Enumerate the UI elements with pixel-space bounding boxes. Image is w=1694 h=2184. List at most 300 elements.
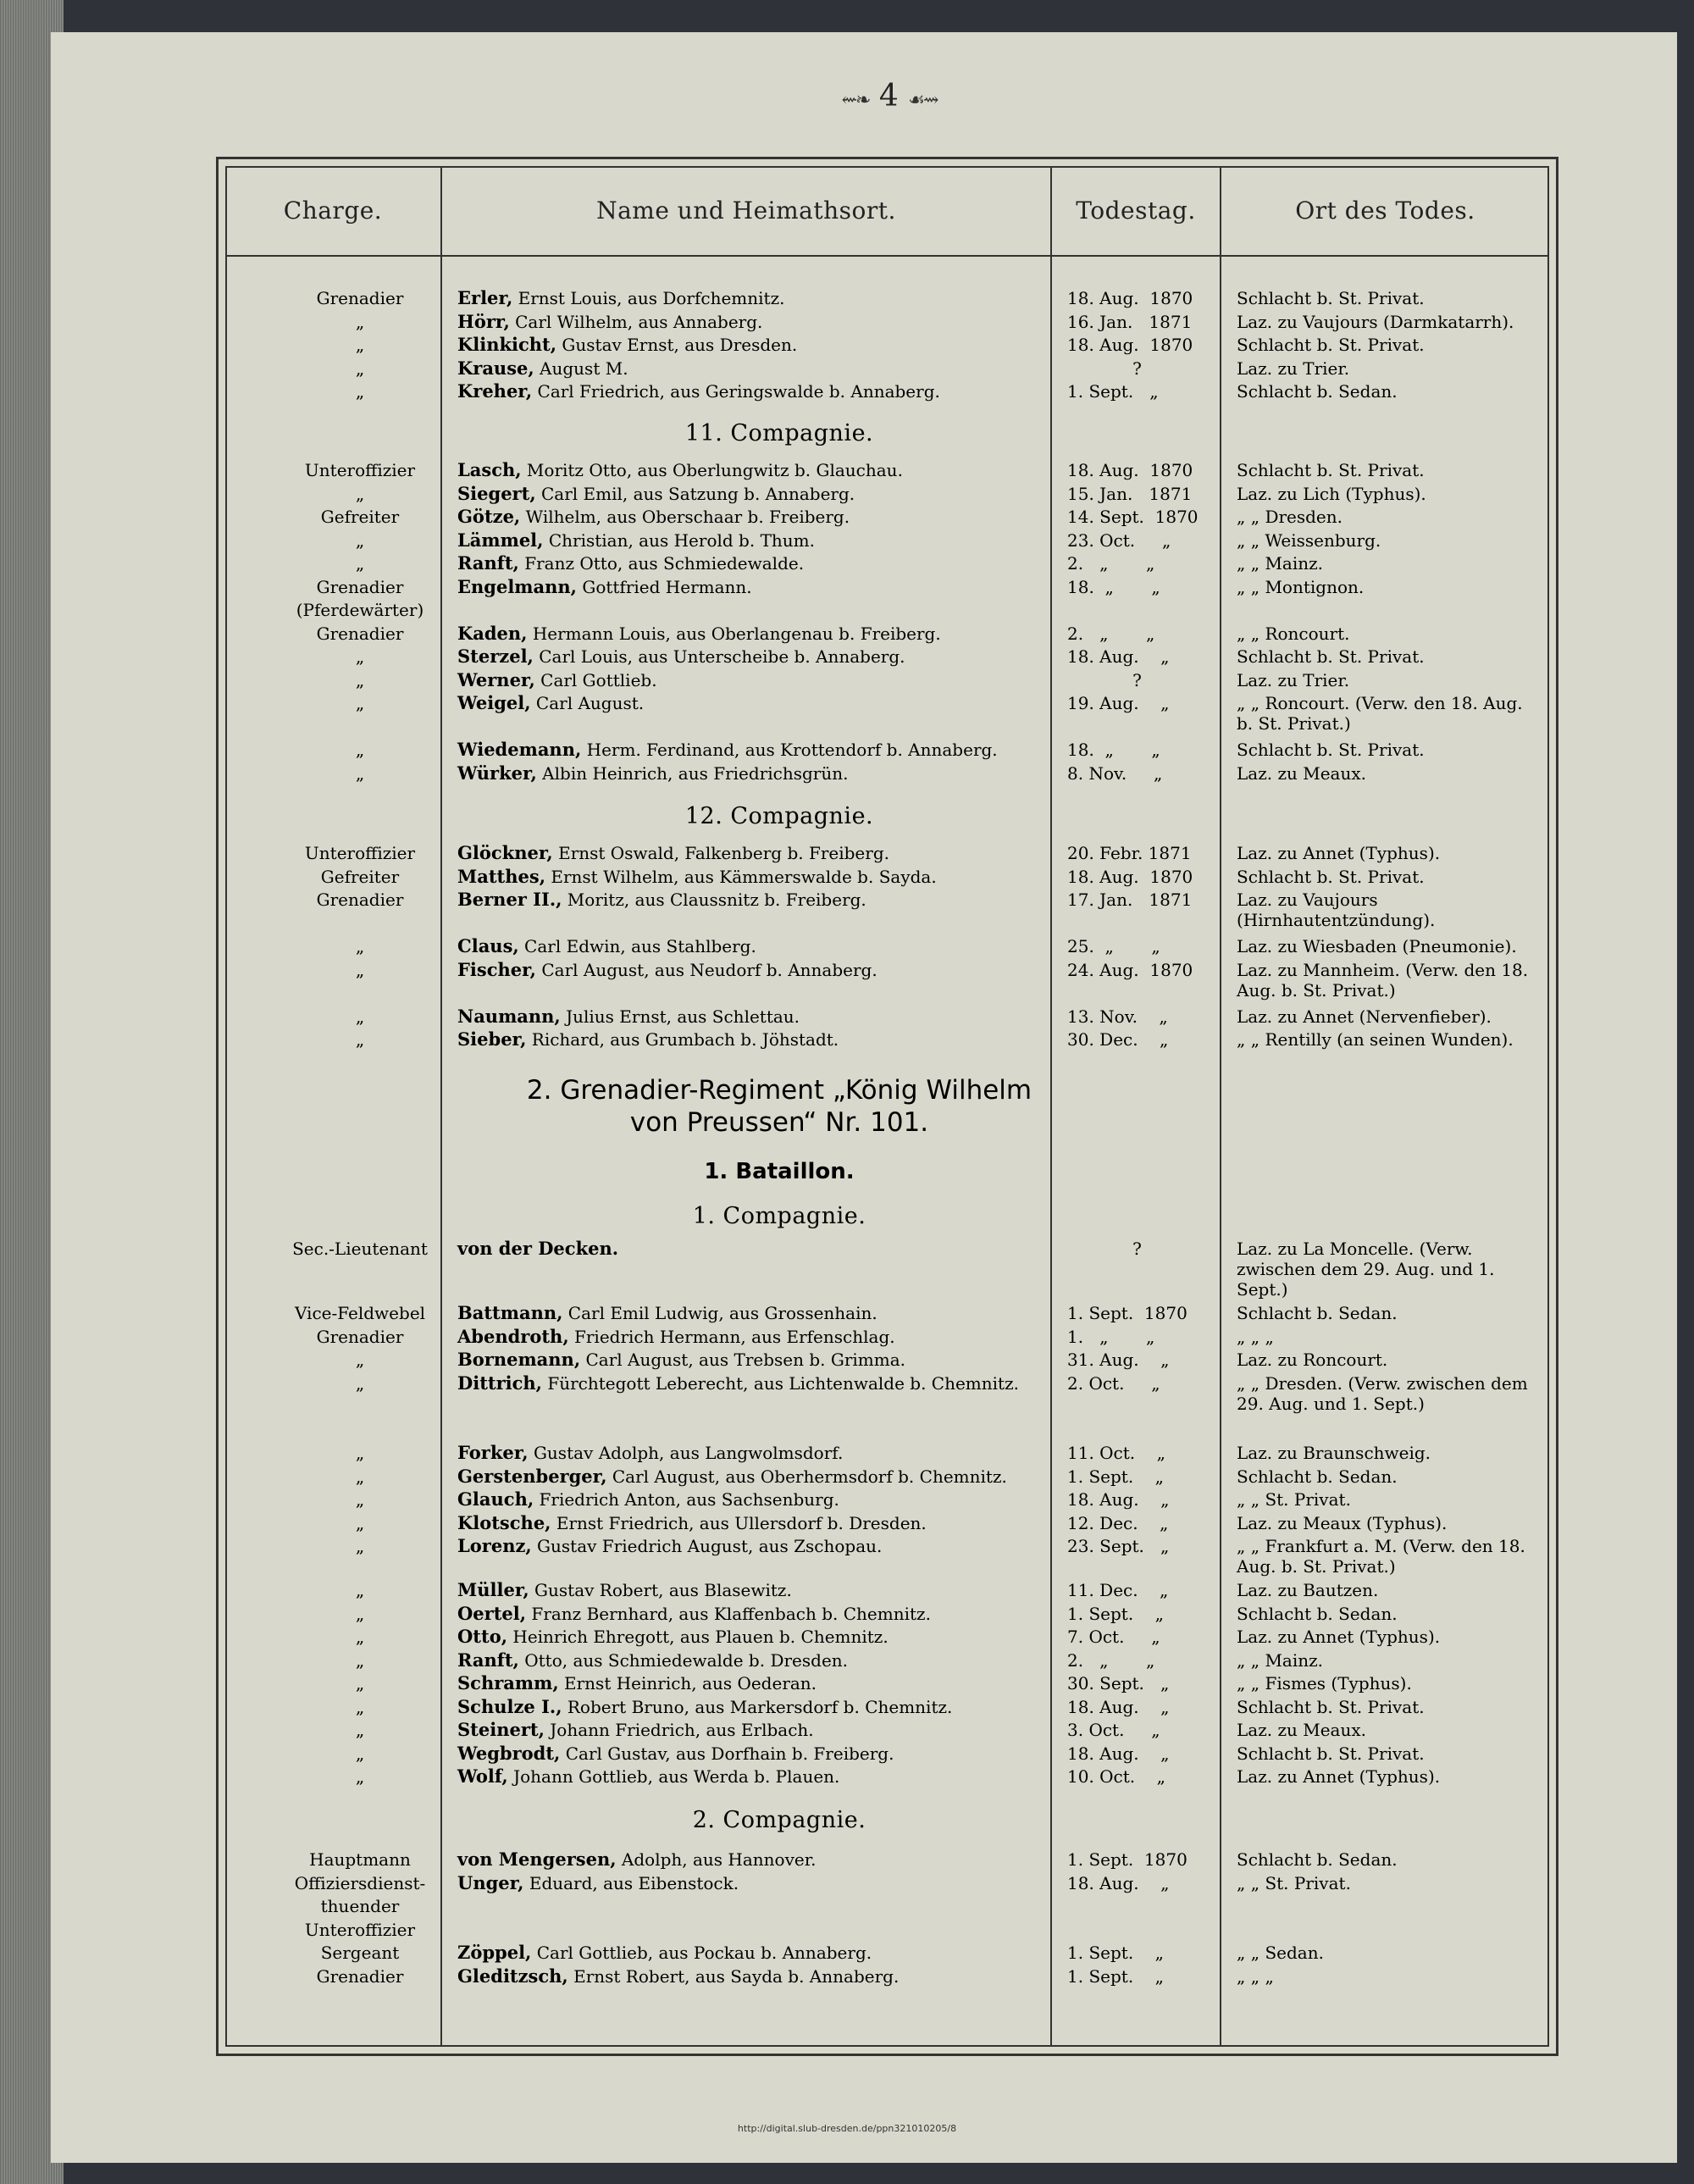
surname: Erler, [457,287,513,308]
date-cell: 1. Sept. „ [1067,1965,1164,1987]
date-cell: 1. Sept. 1870 [1067,1303,1187,1323]
name-cell [457,867,937,887]
place-cell: „ „ Frankfurt a. M. (Verw. den 18. Aug. b. St. Privat.) [1237,1536,1525,1577]
date-cell: 14. Sept. 1870 [1067,507,1199,527]
place-cell: „ „ Weissenburg. [1237,529,1381,551]
date-cell: 10. Oct. „ [1067,1766,1165,1787]
date-cell: 1. Sept. 1870 [1067,1849,1187,1870]
place-cell: „ „ Sedan. [1237,1943,1324,1963]
regiment-heading-line1: 2. Grenadier-Regiment „König Wilhelm [526,1075,1032,1106]
surname: Wolf, [457,1765,508,1787]
name-details: Carl Friedrich, aus Geringswalde b. Annaberg. [532,381,940,402]
name-cell [457,530,815,551]
place-cell: „ „ Rentilly (an seinen Wunden). [1237,1029,1514,1050]
header-name: Name und Heimathsort. [596,197,896,224]
surname: Ranft, [457,552,519,574]
charge-cell: „ [355,959,365,980]
place-cell: Schlacht b. Sedan. [1237,1849,1398,1870]
page-number-value: 4 [878,79,899,114]
charge-cell: „ [355,936,365,956]
name-details: Adolph, aus Hannover. [616,1849,817,1870]
surname: Gleditzsch, [457,1965,568,1987]
charge-cell: „ [355,1603,365,1624]
name-cell [457,1627,889,1647]
name-details: Eduard, aus Eibenstock. [523,1872,739,1893]
name-cell [457,646,905,667]
place-cell: „ „ Montignon. [1237,576,1365,597]
header-separator [225,255,1549,257]
surname: Berner II., [457,889,562,910]
charge-cell: „ [355,358,365,379]
name-details: Carl Gustav, aus Dorfhain b. Freiberg. [560,1743,894,1764]
date-cell: 24. Aug. 1870 [1067,959,1193,980]
place-cell: Laz. zu Lich (Typhus). [1237,483,1426,504]
name-details: Julius Ernst, aus Schlettau. [560,1006,800,1027]
date-cell: 12. Dec. „ [1067,1512,1169,1533]
name-details: Ernst Louis, aus Dorfchemnitz. [512,288,785,308]
place-cell: Schlacht b. St. Privat. [1237,1743,1425,1764]
page-number [813,79,966,114]
name-details: Gustav Robert, aus Blasewitz. [529,1580,792,1600]
charge-cell: „ [355,1766,365,1787]
place-cell: „ „ Roncourt. (Verw. den 18. Aug. b. St. Privat.) [1237,693,1523,734]
name-details: Franz Otto, aus Schmiedewalde. [518,553,805,574]
place-cell: Schlacht b. St. Privat. [1237,460,1425,480]
charge-cell: „ [355,1649,365,1671]
name-cell [457,1697,952,1717]
name-cell [457,763,848,784]
surname: Forker, [457,1442,529,1463]
place-cell: Laz. zu Roncourt. [1237,1350,1388,1370]
place-cell: Laz. zu Annet (Typhus). [1237,1766,1441,1787]
company-heading: 11. Compagnie. [684,420,874,446]
name-cell [457,960,877,980]
company-heading: 2. Compagnie. [692,1807,866,1833]
ornament-right-icon: ☙⇝ [908,90,938,111]
name-cell [457,335,797,355]
date-cell: 18. Aug. „ [1067,1696,1170,1717]
name-details: Carl Gottlieb. [534,669,657,690]
name-cell [457,553,804,574]
name-cell [457,1943,872,1963]
regiment-heading-line2: von Preussen“ Nr. 101. [629,1107,929,1138]
name-cell [457,1720,814,1740]
date-cell: 2. „ „ [1067,553,1155,574]
source-url: http://digital.slub-dresden.de/ppn321010205/8 [737,2123,957,2134]
date-cell: 18. Aug. 1870 [1067,460,1193,480]
name-cell [457,1029,839,1050]
name-details: Johann Friedrich, aus Erlbach. [544,1720,814,1740]
charge-cell: „ [355,1489,365,1510]
name-details: Carl Emil, aus Satzung b. Annaberg. [535,483,855,504]
name-cell [457,381,940,402]
place-cell: Schlacht b. St. Privat. [1237,1696,1425,1717]
charge-cell: Sec.-Lieutenant [292,1239,428,1259]
name-cell [457,312,762,332]
surname: Sieber, [457,1028,527,1050]
name-details: Friedrich Anton, aus Sachsenburg. [534,1489,839,1510]
charge-cell: (Pferdewärter) [296,600,424,620]
name-details: Carl Wilhelm, aus Annaberg. [509,311,763,332]
name-cell [457,1580,792,1600]
place-cell: „ „ St. Privat. [1237,1872,1351,1893]
surname: Battmann, [457,1302,563,1323]
date-cell: ? [1132,1239,1142,1259]
charge-cell: thuender [320,1896,400,1916]
name-details: Carl Louis, aus Unterscheibe b. Annaberg. [533,646,905,667]
name-cell [457,1239,618,1259]
date-cell: 11. Oct. „ [1067,1443,1165,1463]
name-details: Fürchtegott Leberecht, aus Lichtenwalde b. Chemnitz. [542,1372,1019,1394]
place-cell: „ „ „ [1237,1965,1274,1987]
surname: Wiedemann, [457,739,582,760]
name-cell [457,1327,895,1347]
name-details: Johann Gottlieb, aus Werda b. Plauen. [507,1766,840,1787]
surname: Naumann, [457,1005,561,1027]
surname: Weigel, [457,692,531,713]
place-cell: „ „ Mainz. [1237,1649,1324,1671]
name-cell [457,1006,800,1027]
name-details: Richard, aus Grumbach b. Jöhstadt. [526,1029,839,1050]
place-cell: Laz. zu Braunschweig. [1237,1443,1431,1463]
column-divider-date [1220,166,1221,2047]
name-cell [457,507,850,527]
name-cell [457,670,657,690]
surname: Gerstenberger, [457,1465,607,1487]
charge-cell: „ [355,1466,365,1487]
surname: Wegbrodt, [457,1742,561,1764]
place-cell: Schlacht b. Sedan. [1237,381,1398,402]
date-cell: 18. Aug. „ [1067,1743,1170,1764]
surname: Schramm, [457,1672,559,1693]
place-cell: Laz. zu Trier. [1237,669,1350,690]
name-details: Heinrich Ehregott, aus Plauen b. Chemnitz. [507,1627,889,1647]
charge-cell: Grenadier [316,1965,404,1987]
surname: Schulze I., [457,1695,562,1717]
place-cell: Laz. zu Meaux. [1237,1720,1366,1740]
date-cell: 18. Aug. „ [1067,1489,1170,1510]
surname: Kaden, [457,622,528,644]
place-cell: „ „ Roncourt. [1237,623,1350,644]
charge-cell: „ [355,335,365,355]
charge-cell: „ [355,693,365,713]
surname: Lorenz, [457,1535,532,1556]
charge-cell: Grenadier [316,288,404,308]
surname: Lasch, [457,459,522,480]
surname: Klotsche, [457,1511,551,1533]
charge-cell: Unteroffizier [304,843,416,863]
place-cell: Schlacht b. Sedan. [1237,1466,1398,1487]
surname: Glauch, [457,1488,534,1510]
charge-cell: Hauptmann [309,1849,411,1870]
surname: Steinert, [457,1719,545,1740]
place-cell: „ „ Mainz. [1237,553,1324,574]
place-cell: „ „ „ [1237,1326,1274,1347]
name-cell [457,1673,817,1693]
name-details: Carl August, aus Trebsen b. Grimma. [580,1350,906,1370]
date-cell: 1. Sept. „ [1067,1943,1164,1963]
date-cell: 20. Febr. 1871 [1067,843,1192,863]
surname: von der Decken. [457,1238,619,1259]
date-cell: 23. Sept. „ [1067,1536,1170,1556]
charge-cell: „ [355,740,365,760]
charge-cell: Gefreiter [320,866,400,887]
place-cell: Laz. zu Annet (Typhus). [1237,843,1441,863]
name-cell [457,890,866,910]
name-cell [457,1604,931,1624]
date-cell: 31. Aug. „ [1067,1350,1170,1370]
date-cell: 1. „ „ [1067,1326,1155,1347]
place-cell: „ „ Fismes (Typhus). [1237,1673,1412,1693]
date-cell: 11. Dec. „ [1067,1580,1169,1600]
name-details: August M. [534,358,628,379]
surname: Hörr, [457,310,510,332]
name-cell [457,1966,899,1987]
name-cell [457,936,756,956]
column-divider-charge [440,166,442,2047]
date-cell: 18. Aug. „ [1067,1872,1170,1893]
name-details: Ernst Oswald, Falkenberg b. Freiberg. [552,843,889,863]
name-cell [457,1849,816,1870]
charge-cell: Grenadier [316,623,404,644]
name-cell [457,693,644,713]
company-heading: 1. Compagnie. [692,1203,866,1229]
charge-cell: Grenadier [316,890,404,910]
name-cell [457,1443,843,1463]
charge-cell: „ [355,1029,365,1050]
surname: Dittrich, [457,1372,542,1394]
surname: von Mengersen, [457,1849,617,1870]
date-cell: 2. Oct. „ [1067,1372,1160,1394]
name-cell [457,1873,739,1893]
place-cell: Schlacht b. St. Privat. [1237,646,1425,667]
surname: Werner, [457,668,535,690]
name-details: Friedrich Hermann, aus Erfenschlag. [568,1326,895,1347]
surname: Unger, [457,1871,524,1893]
name-cell [457,1536,882,1556]
date-cell: 18. Aug. 1870 [1067,866,1193,887]
surname: Krause, [457,357,534,379]
name-details: Christian, aus Herold b. Thum. [543,529,815,551]
charge-cell: Unteroffizier [304,1919,416,1940]
surname: Abendroth, [457,1325,569,1347]
name-details: Carl Edwin, aus Stahlberg. [518,936,756,956]
charge-cell: „ [355,1536,365,1556]
name-details: Gustav Ernst, aus Dresden. [556,335,798,355]
place-cell: Schlacht b. Sedan. [1237,1603,1398,1624]
place-cell: Laz. zu Vaujours (Darmkatarrh). [1237,311,1514,332]
date-cell: 23. Oct. „ [1067,529,1171,551]
place-cell: Laz. zu Trier. [1237,358,1350,379]
charge-cell: „ [355,1720,365,1740]
place-cell: Schlacht b. Sedan. [1237,1303,1398,1323]
place-cell: Schlacht b. St. Privat. [1237,866,1425,887]
name-details: Wilhelm, aus Oberschaar b. Freiberg. [520,507,850,527]
name-cell [457,1743,894,1764]
name-details: Ernst Robert, aus Sayda b. Annaberg. [567,1965,900,1987]
surname: Claus, [457,935,519,956]
surname: Fischer, [457,958,536,980]
charge-cell: Unteroffizier [304,460,416,480]
charge-cell: Grenadier [316,576,404,597]
name-details: Moritz, aus Claussnitz b. Freiberg. [562,890,866,910]
name-details: Carl August, aus Oberhermsdorf b. Chemnitz. [606,1466,1007,1487]
date-cell: 2. „ „ [1067,1649,1155,1671]
charge-cell: Gefreiter [320,507,400,527]
name-details: Moritz Otto, aus Oberlungwitz b. Glauchau. [521,460,903,480]
name-details: Carl Gottlieb, aus Pockau b. Annaberg. [531,1943,872,1963]
name-details: Hermann Louis, aus Oberlangenau b. Freiberg. [527,623,941,644]
date-cell: 25. „ „ [1067,936,1160,956]
charge-cell: „ [355,381,365,402]
company-heading: 12. Compagnie. [684,803,874,829]
name-details: Carl August, aus Neudorf b. Annaberg. [535,959,877,980]
place-cell: Laz. zu Annet (Typhus). [1237,1627,1441,1647]
place-cell: „ „ St. Privat. [1237,1489,1351,1510]
charge-cell: „ [355,1350,365,1370]
charge-cell: „ [355,311,365,332]
name-details: Otto, aus Schmiedewalde b. Dresden. [518,1649,849,1671]
charge-cell: „ [355,1627,365,1647]
name-cell [457,1303,877,1323]
name-details: Carl August. [530,693,645,713]
date-cell: 3. Oct. „ [1067,1720,1160,1740]
date-cell: 16. Jan. 1871 [1067,311,1193,332]
date-cell: 8. Nov. „ [1067,762,1163,784]
place-cell: Schlacht b. St. Privat. [1237,288,1425,308]
date-cell: 18. Aug. 1870 [1067,288,1193,308]
place-cell: Laz. zu Meaux (Typhus). [1237,1512,1448,1533]
name-details: Ernst Friedrich, aus Ullersdorf b. Dresden. [551,1512,927,1533]
name-cell [457,577,752,597]
date-cell: 1. Sept. „ [1067,1603,1164,1624]
name-cell [457,1513,927,1533]
surname: Lämmel, [457,529,544,551]
place-cell: Schlacht b. St. Privat. [1237,740,1425,760]
charge-cell: Grenadier [316,1326,404,1347]
name-details: Ernst Heinrich, aus Oederan. [558,1673,817,1693]
battalion-heading: 1. Bataillon. [704,1159,855,1184]
name-cell [457,288,784,308]
place-cell: Schlacht b. St. Privat. [1237,335,1425,355]
surname: Götze, [457,506,521,527]
charge-cell: „ [355,1512,365,1533]
charge-cell: Sergeant [320,1943,400,1963]
name-cell [457,1350,905,1370]
charge-cell: Offiziersdienst- [294,1872,426,1893]
charge-cell: „ [355,1006,365,1027]
name-cell [457,484,855,504]
charge-cell: „ [355,1443,365,1463]
surname: Oertel, [457,1602,527,1624]
place-cell: Laz. zu Meaux. [1237,762,1366,784]
place-cell: Laz. zu Wiesbaden (Pneumonie). [1237,936,1517,956]
surname: Müller, [457,1579,529,1600]
name-cell [457,1766,839,1787]
surname: Ranft, [457,1649,519,1671]
date-cell: ? [1132,358,1142,379]
name-details: Gustav Friedrich August, aus Zschopau. [531,1536,883,1556]
ornament-left-icon: ⇜❧ [841,90,870,111]
place-cell: Laz. zu Annet (Nervenfieber). [1237,1006,1492,1027]
name-details: Robert Bruno, aus Markersdorf b. Chemnitz. [562,1696,953,1717]
place-cell: Laz. zu Bautzen. [1237,1580,1379,1600]
charge-cell: „ [355,1673,365,1693]
charge-cell: „ [355,1580,365,1600]
header-charge: Charge. [283,197,383,224]
name-details: Gustav Adolph, aus Langwolmsdorf. [528,1443,844,1463]
name-cell [457,358,628,379]
charge-cell: „ [355,646,365,667]
date-cell: 18. „ „ [1067,576,1160,597]
date-cell: 30. Sept. „ [1067,1673,1170,1693]
surname: Zöppel, [457,1942,532,1963]
surname: Würker, [457,762,537,784]
surname: Glöckner, [457,842,553,863]
name-cell [457,843,889,863]
surname: Matthes, [457,865,546,887]
charge-cell: „ [355,1743,365,1764]
surname: Bornemann, [457,1349,581,1370]
header-place: Ort des Todes. [1295,197,1475,224]
charge-cell: Vice-Feldwebel [294,1303,426,1323]
place-cell: Laz. zu Mannheim. (Verw. den 18. Aug. b. St. Privat.) [1237,959,1529,1001]
name-cell [457,1373,1019,1394]
surname: Sterzel, [457,646,534,667]
name-cell [457,460,903,480]
surname: Klinkicht, [457,334,557,355]
regiment-heading [457,1074,1101,1139]
charge-cell: „ [355,553,365,574]
name-details: Gottfried Hermann. [576,576,752,597]
name-cell [457,1466,1007,1487]
surname: Siegert, [457,482,536,504]
charge-cell: „ [355,529,365,551]
charge-cell: „ [355,1696,365,1717]
date-cell: 30. Dec. „ [1067,1029,1169,1050]
surname: Kreher, [457,380,533,402]
place-cell: Laz. zu La Moncelle. (Verw. zwischen dem 29. Aug. und 1. Sept.) [1237,1239,1495,1300]
date-cell: ? [1132,669,1142,690]
date-cell: 2. „ „ [1067,623,1155,644]
place-cell: „ „ Dresden. [1237,507,1343,527]
name-cell [457,624,941,644]
surname: Engelmann, [457,575,577,597]
name-details: Herm. Ferdinand, aus Krottendorf b. Annaberg. [581,740,998,760]
charge-cell: „ [355,762,365,784]
date-cell: 19. Aug. „ [1067,693,1170,713]
name-details: Franz Bernhard, aus Klaffenbach b. Chemnitz. [526,1603,931,1624]
date-cell: 15. Jan. 1871 [1067,483,1193,504]
date-cell: 1. Sept. „ [1067,1466,1164,1487]
name-details: Carl Emil Ludwig, aus Grossenhain. [562,1303,877,1323]
charge-cell: „ [355,669,365,690]
surname: Otto, [457,1626,508,1647]
charge-cell: „ [355,483,365,504]
place-cell: „ „ Dresden. (Verw. zwischen dem 29. Aug. und 1. Sept.) [1237,1372,1528,1414]
header-date: Todestag. [1076,197,1196,224]
name-details: Ernst Wilhelm, aus Kämmerswalde b. Sayda. [545,866,937,887]
date-cell: 18. Aug. „ [1067,646,1170,667]
date-cell: 18. Aug. 1870 [1067,335,1193,355]
name-details: Albin Heinrich, aus Friedrichsgrün. [536,762,849,784]
date-cell: 1. Sept. „ [1067,381,1159,402]
charge-cell: „ [355,1372,365,1394]
date-cell: 7. Oct. „ [1067,1627,1160,1647]
date-cell: 18. „ „ [1067,740,1160,760]
date-cell: 13. Nov. „ [1067,1006,1168,1027]
date-cell: 17. Jan. 1871 [1067,890,1193,910]
